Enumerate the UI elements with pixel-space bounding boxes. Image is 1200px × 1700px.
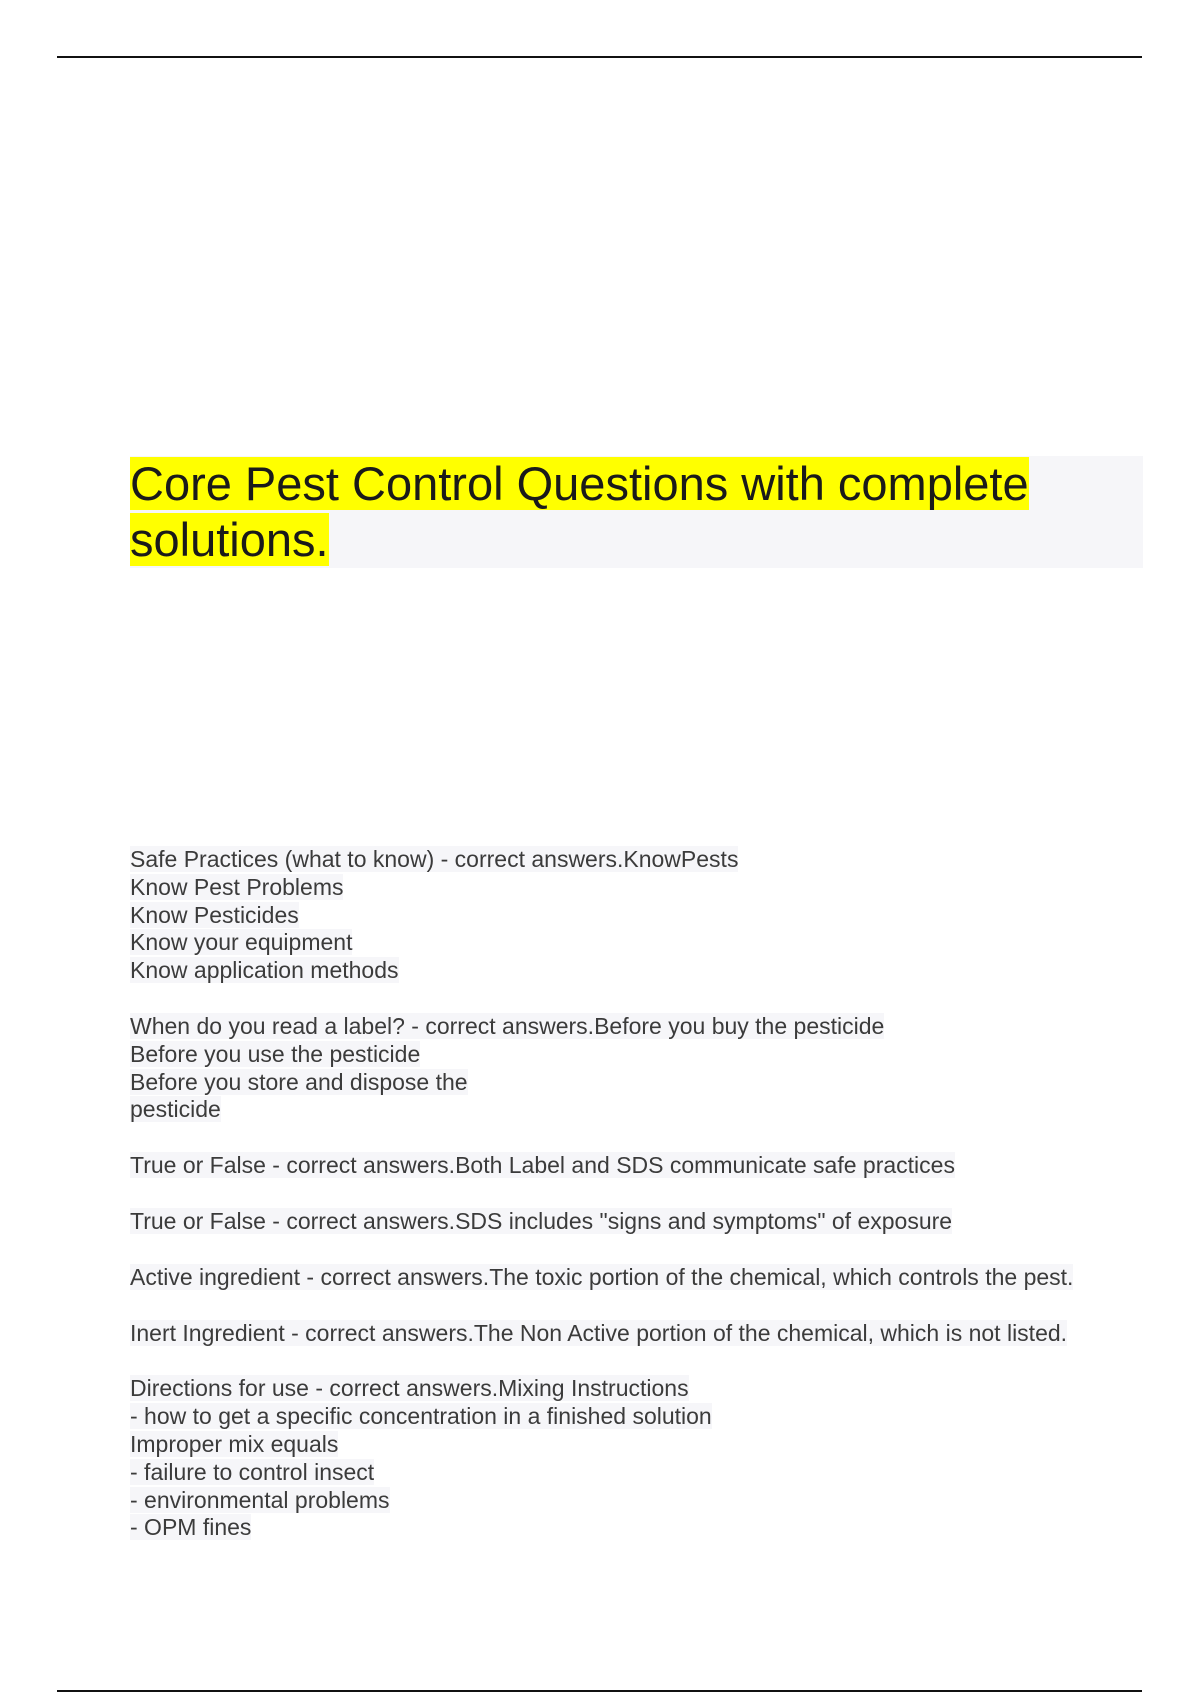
qa-line: Before you store and dispose the: [130, 1068, 468, 1095]
top-rule: [57, 56, 1142, 58]
qa-line: - environmental problems: [130, 1486, 390, 1513]
qa-line: Know application methods: [130, 957, 399, 984]
qa-line: pesticide: [130, 1096, 221, 1123]
qa-line: - OPM fines: [130, 1514, 252, 1541]
title-block: [130, 456, 1143, 568]
bottom-rule: [57, 1690, 1142, 1692]
qa-entry-inert-ingredient: [130, 1320, 1142, 1348]
qa-entry-read-label: [130, 1013, 1142, 1124]
qa-line: Know Pesticides: [130, 901, 299, 928]
qa-line: Inert Ingredient - correct answers.The Non Active portion of the chemical, which is not listed.: [130, 1319, 1068, 1346]
qa-line: Active ingredient - correct answers.The toxic portion of the chemical, which controls the pest.: [130, 1263, 1074, 1290]
qa-line: Safe Practices (what to know) - correct answers.KnowPests: [130, 846, 739, 872]
qa-line: Before you use the pesticide: [130, 1040, 421, 1067]
qa-entry-safe-practices: [130, 846, 1142, 985]
qa-entry-directions-for-use: [130, 1375, 1142, 1542]
qa-entry-true-false-label-sds: [130, 1152, 1142, 1180]
qa-line: When do you read a label? - correct answers.Before you buy the pesticide: [130, 1012, 885, 1039]
qa-line: - failure to control insect: [130, 1458, 375, 1485]
qa-line: Know Pest Problems: [130, 873, 344, 900]
qa-line: True or False - correct answers.Both Label and SDS communicate safe practices: [130, 1152, 955, 1179]
qa-line: - how to get a specific concentration in a finished solution: [130, 1403, 712, 1430]
qa-entry-true-false-sds-symptoms: [130, 1208, 1142, 1236]
qa-content: [130, 846, 1142, 1570]
qa-line: Improper mix equals: [130, 1430, 339, 1457]
qa-line: True or False - correct answers.SDS includes "signs and symptoms" of exposure: [130, 1207, 953, 1234]
qa-entry-active-ingredient: [130, 1264, 1142, 1292]
document-title: [130, 456, 1070, 568]
qa-line: Know your equipment: [130, 929, 353, 956]
title-highlight: Core Pest Control Questions with complete solutions.: [130, 457, 1029, 566]
qa-line: Directions for use - correct answers.Mixing Instructions: [130, 1375, 689, 1402]
